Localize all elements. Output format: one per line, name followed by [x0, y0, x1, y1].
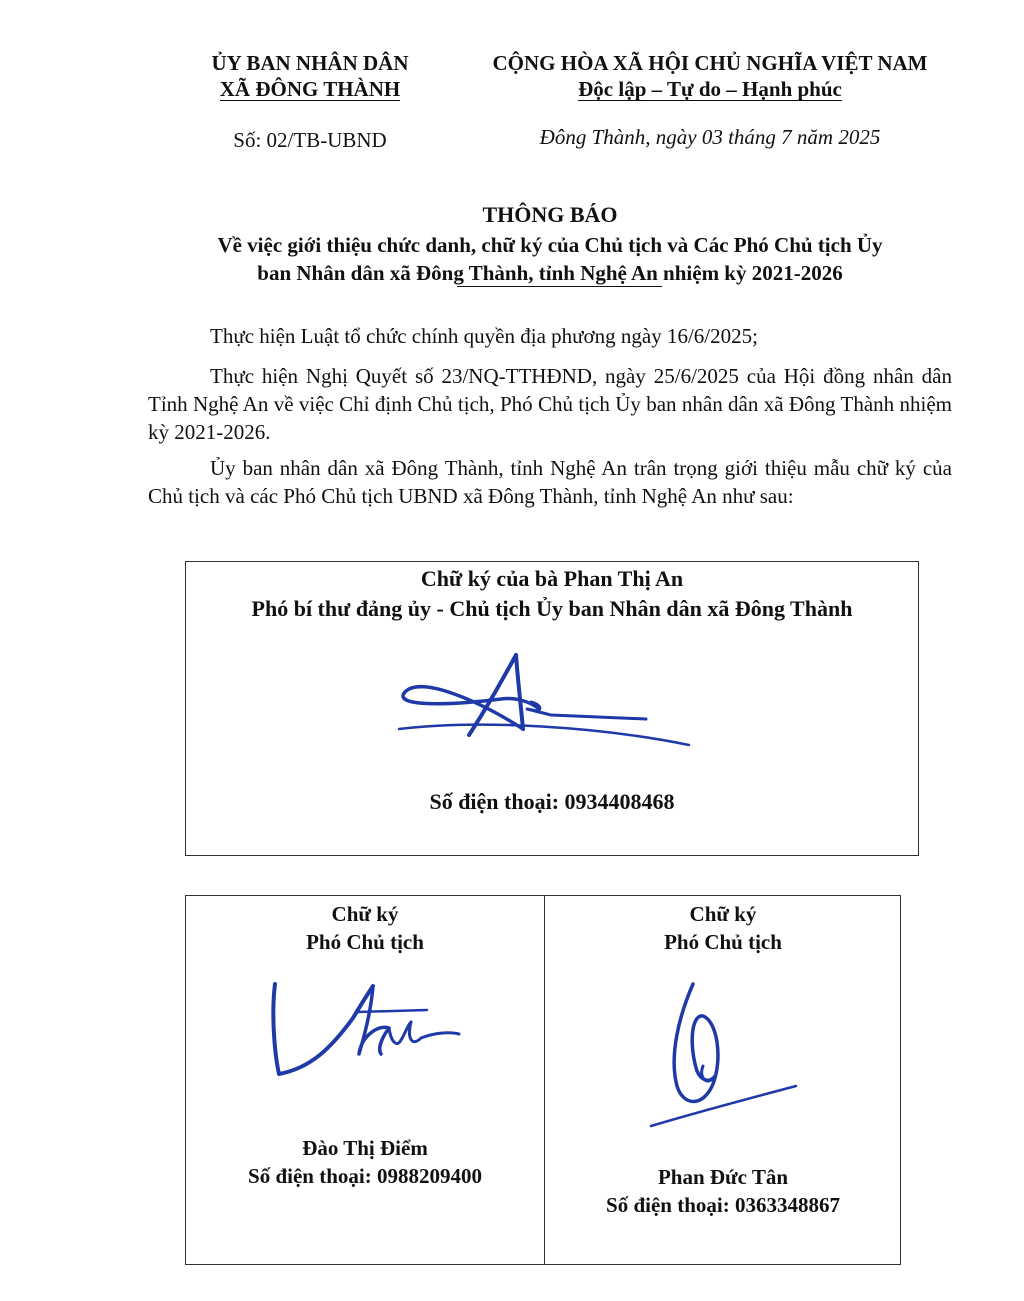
vice-left-position: Phó Chủ tịch [306, 930, 424, 954]
subject-line-2: ban Nhân dân xã Đông Thành, tỉnh Nghệ An nhiệm kỳ 2021-2026 [257, 261, 843, 285]
header-left [175, 50, 445, 102]
document-heading: THÔNG BÁO [482, 202, 618, 227]
chairman-title-line: Chữ ký của bà Phan Thị An [420, 566, 684, 591]
vice-right-name: Phan Đức Tân [657, 1165, 789, 1189]
vice-right-signature [641, 976, 811, 1136]
chairman-signature-box [185, 561, 919, 856]
chairman-caption [186, 564, 918, 624]
vice-right-position: Phó Chủ tịch [664, 930, 782, 954]
vice-left-info [186, 1134, 544, 1190]
vice-right-caption [544, 900, 902, 956]
vice-right-info [544, 1163, 902, 1219]
commune-name: XÃ ĐÔNG THÀNH [219, 77, 401, 101]
vice-right-phone: Số điện thoại: 0363348867 [606, 1193, 840, 1217]
document-number: Số: 02/TB-UBND [233, 128, 387, 152]
paragraph-2: Thực hiện Nghị Quyết số 23/NQ-TTHĐND, ngày 25/6/2025 của Hội đồng nhân dân Tỉnh Nghệ An về việc Chỉ định Chủ tịch, Phó Chủ tịch Ủy ban nhân dân xã Đông Thành nhiệm kỳ 2021-2026. [148, 364, 952, 444]
paragraph-1: Thực hiện Luật tổ chức chính quyền địa phương ngày 16/6/2025; [210, 324, 758, 348]
vice-left-caption [186, 900, 544, 956]
vice-left-phone: Số điện thoại: 0988209400 [248, 1164, 482, 1188]
national-motto: Độc lập – Tự do – Hạnh phúc [578, 77, 842, 101]
chairman-phone: Số điện thoại: 0934408468 [429, 789, 675, 814]
subject-line-1: Về việc giới thiệu chức danh, chữ ký của Chủ tịch và Các Phó Chủ tịch Ủy [217, 233, 883, 257]
national-title: CỘNG HÒA XÃ HỘI CHỦ NGHĨA VIỆT NAM [492, 51, 928, 75]
title-underline [457, 286, 662, 287]
document-date: Đông Thành, ngày 03 tháng 7 năm 2025 [539, 125, 881, 149]
chairman-position-line: Phó bí thư đảng ủy - Chủ tịch Ủy ban Nhân dân xã Đông Thành [251, 596, 853, 621]
agency-name: ỦY BAN NHÂN DÂN [211, 51, 409, 75]
paragraph-3: Ủy ban nhân dân xã Đông Thành, tỉnh Nghệ An trân trọng giới thiệu mẫu chữ ký của Chủ tịch và các Phó Chủ tịch UBND xã Đông Thành, tỉnh Nghệ An như sau: [148, 456, 952, 508]
vice-left-name: Đào Thị Điểm [302, 1136, 428, 1160]
chairman-signature [391, 647, 721, 757]
vice-right-label: Chữ ký [689, 902, 757, 926]
document-subject [60, 231, 1024, 287]
header-right [455, 50, 965, 102]
vice-left-signature [261, 976, 471, 1086]
vice-left-label: Chữ ký [331, 902, 399, 926]
vice-chairmen-signature-box [185, 895, 901, 1265]
